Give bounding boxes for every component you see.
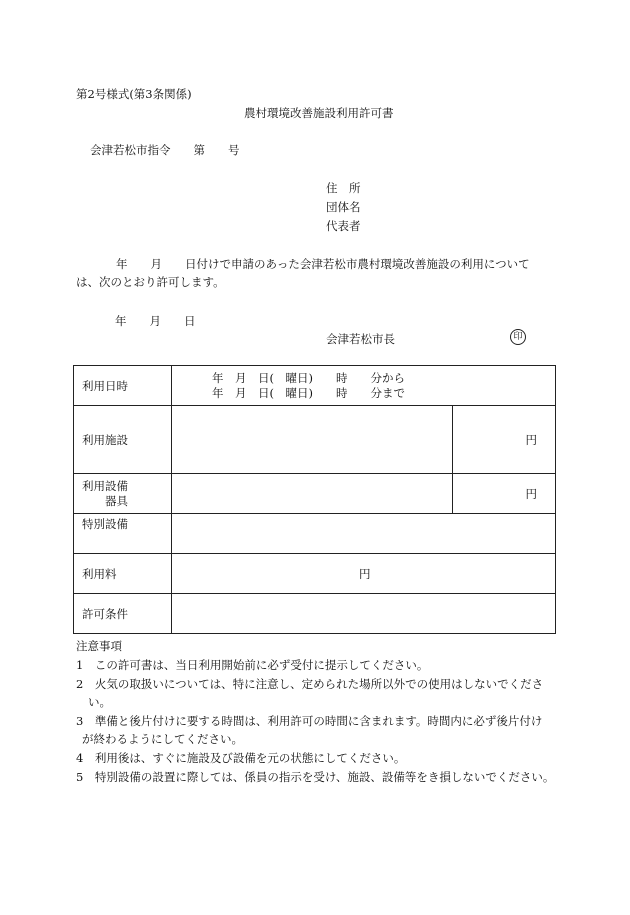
representative-label: 代表者 <box>326 219 361 233</box>
note-5: 5 特別設備の設置に際しては、係員の指示を受け、施設、設備等をき損しないでください。 <box>76 770 555 784</box>
fee-value: 円 <box>172 554 556 594</box>
use-date-to: 年 月 日( 曜日) 時 分まで <box>212 385 405 400</box>
note-2-line1: 2 火気の取扱いについては、特に注意し、定められた場所以外での使用はしないでくださ <box>76 677 544 691</box>
issue-date: 年 月 日 <box>115 314 196 328</box>
equipment-label-line2: 器具 <box>105 493 128 508</box>
note-1: 1 この許可書は、当日利用開始前に必ず受付に提示してください。 <box>76 658 429 672</box>
table-row-facility <box>74 406 556 474</box>
document-title: 農村環境改善施設利用許可書 <box>244 106 394 120</box>
table-row-equipment <box>74 474 556 514</box>
table-row-conditions <box>74 594 556 634</box>
facility-value <box>172 406 453 474</box>
reference-number: 会津若松市指令 第 号 <box>90 143 240 157</box>
facility-label: 利用施設 <box>74 406 172 474</box>
note-3-line1: 3 準備と後片付けに要する時間は、利用許可の時間に含まれます。時間内に必ず後片付け <box>76 714 543 728</box>
note-2-line2: い。 <box>88 695 111 709</box>
conditions-value <box>172 594 556 634</box>
form-number: 第2号様式(第3条関係) <box>76 87 192 101</box>
seal-icon: 印 <box>510 329 526 345</box>
table-row-use-date <box>74 366 556 406</box>
body-text-line2: は、次のとおり許可します。 <box>76 275 225 289</box>
equipment-label <box>74 474 172 514</box>
note-3-line2: が終わるようにしてください。 <box>82 732 243 746</box>
note-4: 4 利用後は、すぐに施設及び設備を元の状態にしてください。 <box>76 751 406 765</box>
fee-label: 利用料 <box>74 554 172 594</box>
use-date-value <box>172 366 556 406</box>
use-date-from: 年 月 日( 曜日) 時 分から <box>212 370 405 385</box>
table-row-fee <box>74 554 556 594</box>
facility-yen: 円 <box>453 406 556 474</box>
table-row-special <box>74 514 556 554</box>
conditions-label: 許可条件 <box>74 594 172 634</box>
use-date-label: 利用日時 <box>74 366 172 406</box>
special-value <box>172 514 556 554</box>
address-label: 住 所 <box>326 181 361 195</box>
organization-label: 団体名 <box>326 200 361 214</box>
issuer-name: 会津若松市長 <box>326 332 395 346</box>
special-label: 特別設備 <box>74 514 172 554</box>
notes-heading: 注意事項 <box>76 639 122 653</box>
equipment-yen: 円 <box>453 474 556 514</box>
equipment-label-line1: 利用設備 <box>82 478 128 493</box>
permit-table <box>73 365 556 634</box>
body-text-line1: 年 月 日付けで申請のあった会津若松市農村環境改善施設の利用について <box>116 257 530 271</box>
equipment-value <box>172 474 453 514</box>
